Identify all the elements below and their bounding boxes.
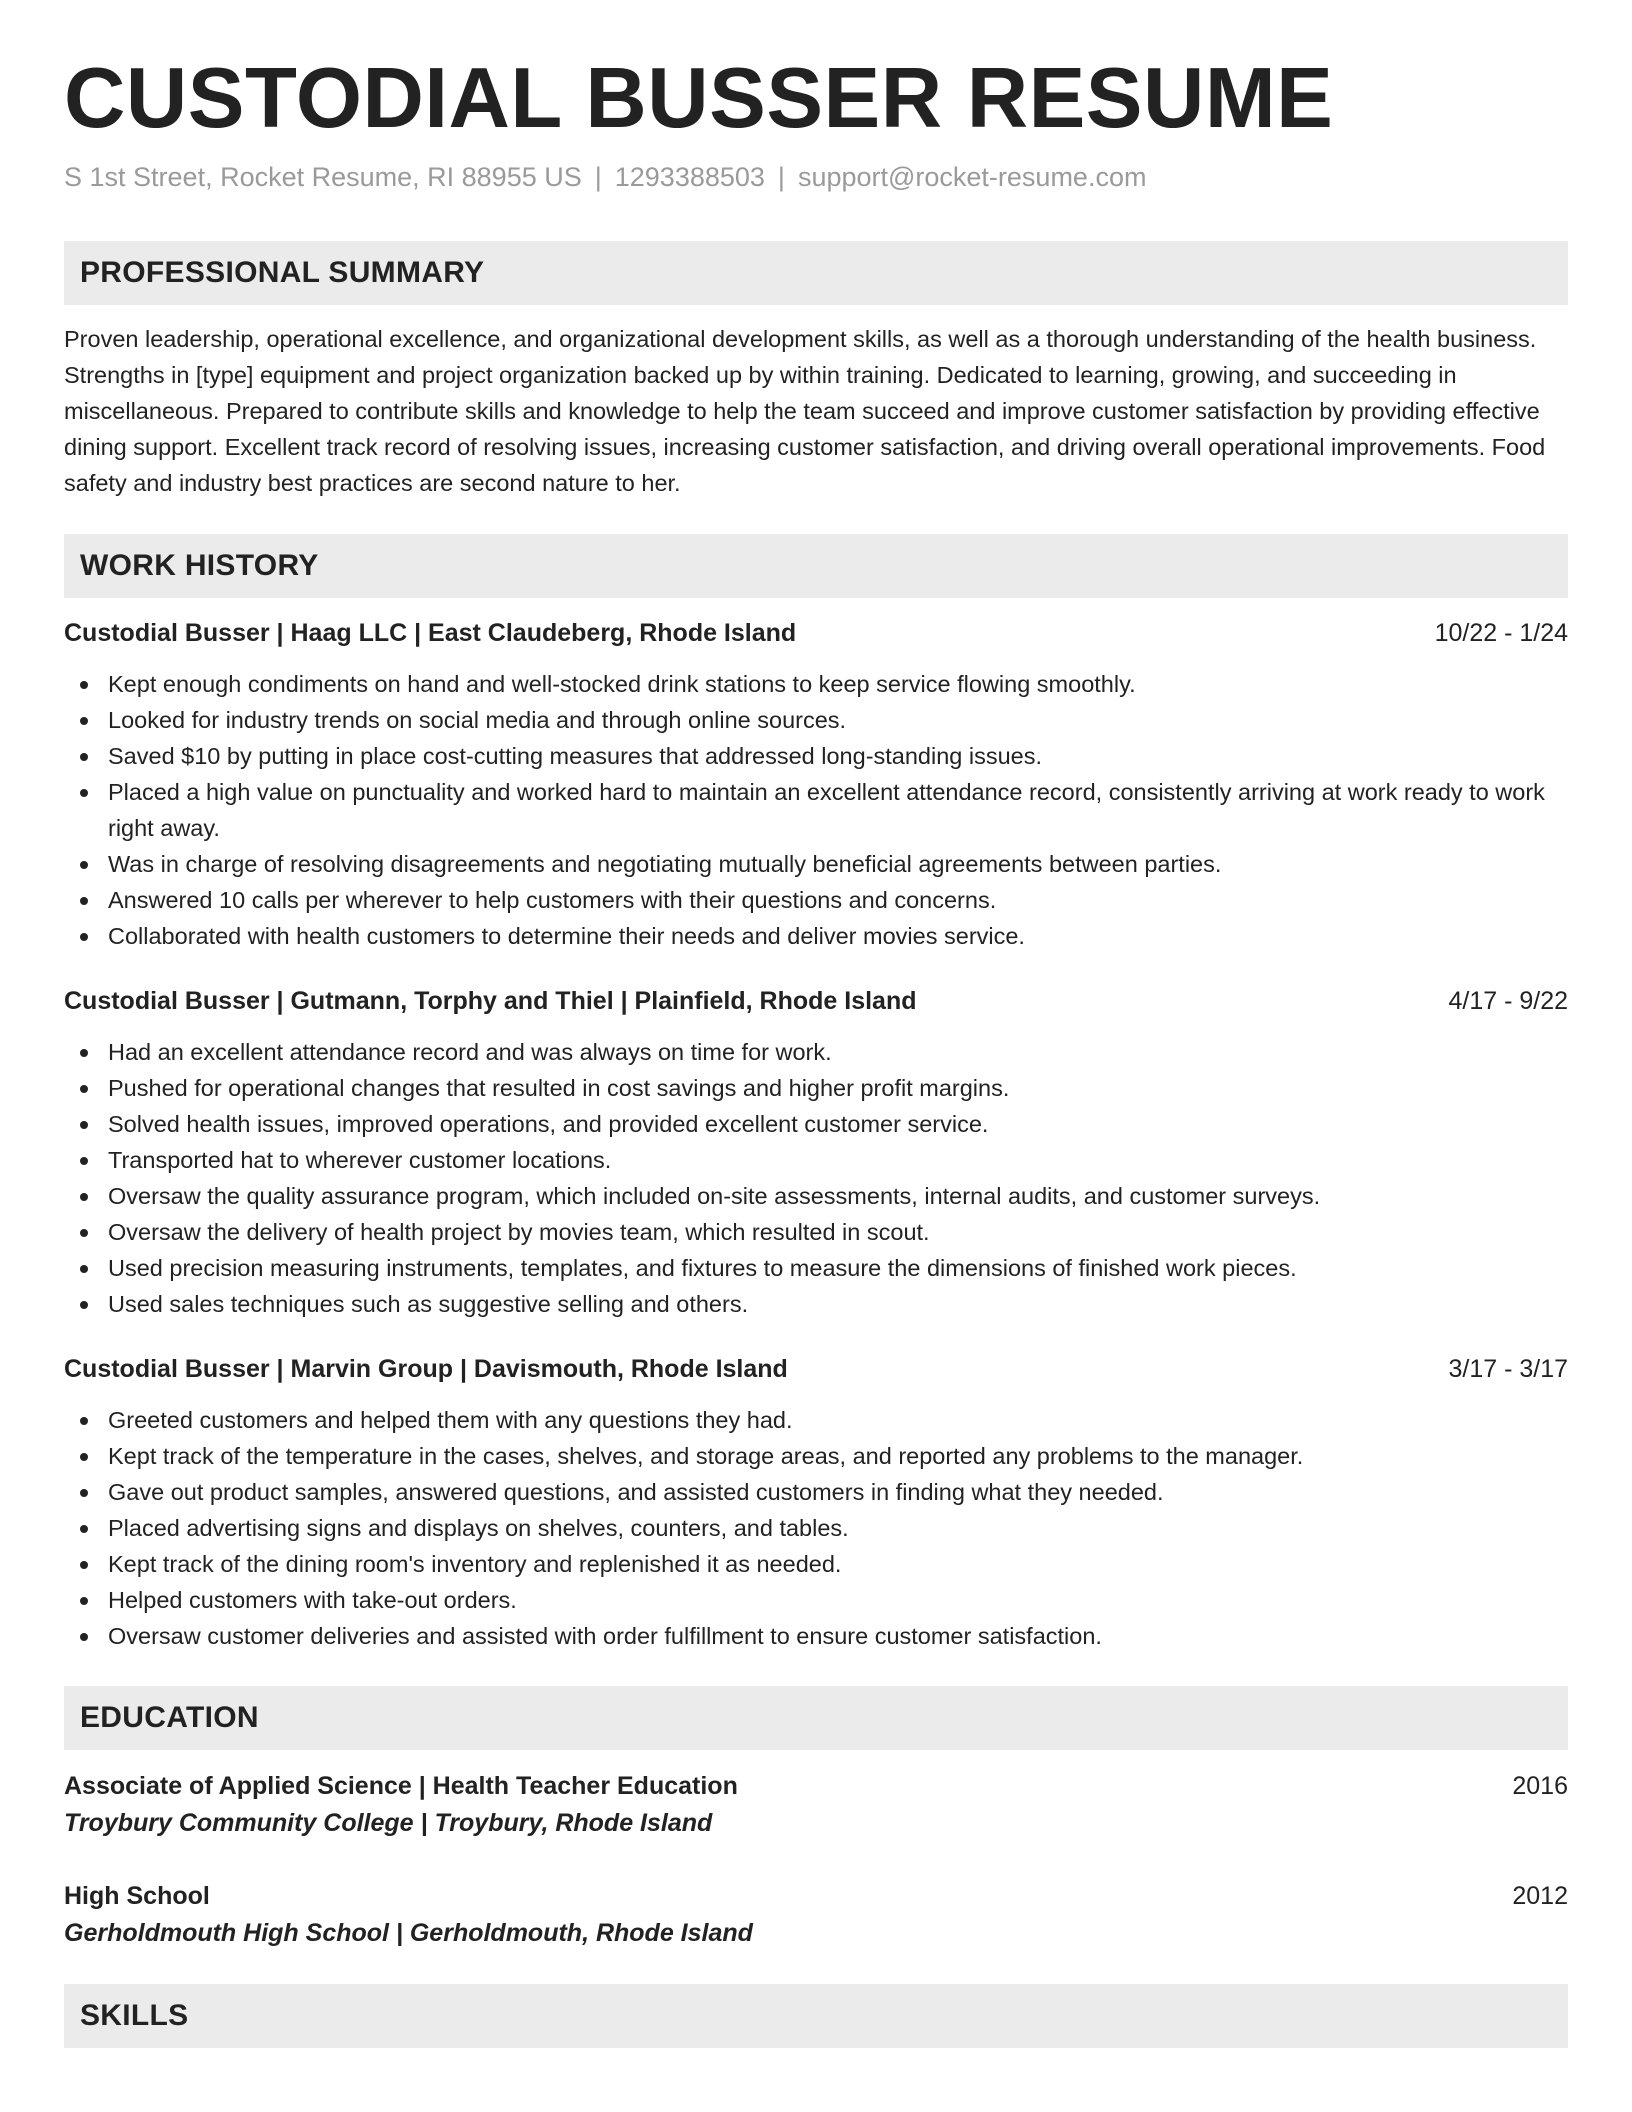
- job-bullet-text: Transported hat to wherever customer locations.: [108, 1146, 612, 1173]
- job-bullet: [64, 1582, 1568, 1618]
- job-bullet-text: Gave out product samples, answered questions, and assisted customers in finding what they needed.: [108, 1478, 1164, 1505]
- job-dates: 4/17 - 9/22: [1448, 986, 1568, 1015]
- resume-page: [64, 52, 1568, 2048]
- job-bullet-text: Kept track of the temperature in the cases, shelves, and storage areas, and reported any problems to the manager.: [108, 1442, 1304, 1469]
- bullet-dot-icon: [80, 1597, 88, 1605]
- job-entry: [64, 1352, 1568, 1654]
- bullet-dot-icon: [80, 681, 88, 689]
- contact-address: S 1st Street, Rocket Resume, RI 88955 US: [64, 161, 582, 192]
- section-header-education: EDUCATION: [64, 1686, 1568, 1750]
- education-header: [64, 1878, 1568, 1914]
- job-bullet-text: Solved health issues, improved operations, and provided excellent customer service.: [108, 1110, 989, 1137]
- education-school: Gerholdmouth High School | Gerholdmouth, Rhode Island: [64, 1918, 753, 1947]
- job-bullet: [64, 1142, 1568, 1178]
- contact-email: support@rocket-resume.com: [797, 161, 1147, 192]
- job-bullet: [64, 666, 1568, 702]
- section-header-work-history: WORK HISTORY: [64, 534, 1568, 598]
- job-bullet-text: Helped customers with take-out orders.: [108, 1586, 517, 1613]
- job-bullet-text: Pushed for operational changes that resulted in cost savings and higher profit margins.: [108, 1074, 1010, 1101]
- education-degree: Associate of Applied Science | Health Teacher Education: [64, 1771, 738, 1800]
- job-bullet-text: Used sales techniques such as suggestive selling and others.: [108, 1290, 749, 1317]
- job-bullet: [64, 1618, 1568, 1654]
- bullet-dot-icon: [80, 1417, 88, 1425]
- education-year: 2012: [1512, 1881, 1568, 1910]
- job-header: [64, 616, 1568, 650]
- job-entry: [64, 616, 1568, 954]
- bullet-dot-icon: [80, 1157, 88, 1165]
- bullet-dot-icon: [80, 897, 88, 905]
- job-bullet: [64, 738, 1568, 774]
- bullet-dot-icon: [80, 1265, 88, 1273]
- bullet-dot-icon: [80, 1453, 88, 1461]
- job-bullet-text: Oversaw the delivery of health project by movies team, which resulted in scout.: [108, 1218, 930, 1245]
- bullet-dot-icon: [80, 789, 88, 797]
- job-bullet: [64, 774, 1568, 846]
- contact-phone: 1293388503: [614, 161, 765, 192]
- job-bullet: [64, 1474, 1568, 1510]
- job-bullet: [64, 1034, 1568, 1070]
- job-title: Custodial Busser | Marvin Group | Davismouth, Rhode Island: [64, 1354, 788, 1383]
- job-bullet-list: [64, 1034, 1568, 1322]
- job-bullet-list: [64, 1402, 1568, 1654]
- job-bullet-text: Kept enough condiments on hand and well-stocked drink stations to keep service flowing smoothly.: [108, 670, 1136, 697]
- contact-separator: |: [594, 161, 602, 192]
- job-title: Custodial Busser | Gutmann, Torphy and Thiel | Plainfield, Rhode Island: [64, 986, 917, 1015]
- bullet-dot-icon: [80, 1121, 88, 1129]
- job-bullet: [64, 1178, 1568, 1214]
- job-bullet-text: Answered 10 calls per wherever to help customers with their questions and concerns.: [108, 886, 997, 913]
- contact-line: [64, 162, 1568, 193]
- section-header-summary: PROFESSIONAL SUMMARY: [64, 241, 1568, 305]
- education-list: [64, 1768, 1568, 1952]
- job-bullet-text: Looked for industry trends on social media and through online sources.: [108, 706, 847, 733]
- education-year: 2016: [1512, 1771, 1568, 1800]
- section-header-skills: SKILLS: [64, 1984, 1568, 2048]
- bullet-dot-icon: [80, 1561, 88, 1569]
- bullet-dot-icon: [80, 933, 88, 941]
- summary-text: Proven leadership, operational excellence, and organizational development skills, as well as a thorough understanding of the health business. Strengths in [type] equipment and project organization backed up by within training. Dedicated to learning, growing, and succeeding in miscellaneous. Prepared to contribute skills and knowledge to help the team succeed and improve customer satisfaction by providing effective dining support. Excellent track record of resolving issues, increasing customer satisfaction, and driving overall operational improvements. Food safety and industry best practices are second nature to her.: [64, 325, 1546, 496]
- bullet-dot-icon: [80, 861, 88, 869]
- resume-title: CUSTODIAL BUSSER RESUME: [64, 51, 1334, 146]
- bullet-dot-icon: [80, 1301, 88, 1309]
- job-title: Custodial Busser | Haag LLC | East Claudeberg, Rhode Island: [64, 618, 797, 647]
- job-bullet: [64, 1438, 1568, 1474]
- job-bullet: [64, 1106, 1568, 1142]
- job-bullet: [64, 1070, 1568, 1106]
- bullet-dot-icon: [80, 1229, 88, 1237]
- job-bullet-text: Had an excellent attendance record and was always on time for work.: [108, 1038, 832, 1065]
- bullet-dot-icon: [80, 1049, 88, 1057]
- job-bullet: [64, 1286, 1568, 1322]
- job-bullet: [64, 1510, 1568, 1546]
- job-bullet: [64, 882, 1568, 918]
- job-bullet: [64, 846, 1568, 882]
- job-bullet: [64, 702, 1568, 738]
- job-dates: 10/22 - 1/24: [1434, 618, 1568, 647]
- education-header: [64, 1768, 1568, 1804]
- job-dates: 3/17 - 3/17: [1448, 1354, 1568, 1383]
- education-entry: [64, 1768, 1568, 1842]
- job-bullet-text: Saved $10 by putting in place cost-cutting measures that addressed long-standing issues.: [108, 742, 1043, 769]
- education-degree: High School: [64, 1881, 210, 1910]
- job-bullet-text: Placed a high value on punctuality and worked hard to maintain an excellent attendance record, consistently arriving at work ready to work right away.: [108, 778, 1545, 841]
- job-entry: [64, 984, 1568, 1322]
- job-bullet: [64, 1250, 1568, 1286]
- job-bullet-text: Oversaw customer deliveries and assisted with order fulfillment to ensure customer satisfaction.: [108, 1622, 1102, 1649]
- education-entry: [64, 1878, 1568, 1952]
- job-header: [64, 1352, 1568, 1386]
- job-list: [64, 616, 1568, 1654]
- bullet-dot-icon: [80, 1525, 88, 1533]
- job-bullet-text: Kept track of the dining room's inventory and replenished it as needed.: [108, 1550, 842, 1577]
- bullet-dot-icon: [80, 1489, 88, 1497]
- job-bullet: [64, 918, 1568, 954]
- bullet-dot-icon: [80, 1085, 88, 1093]
- job-bullet-list: [64, 666, 1568, 954]
- education-school: Troybury Community College | Troybury, Rhode Island: [64, 1808, 713, 1837]
- job-bullet-text: Greeted customers and helped them with any questions they had.: [108, 1406, 793, 1433]
- bullet-dot-icon: [80, 1193, 88, 1201]
- bullet-dot-icon: [80, 753, 88, 761]
- job-bullet-text: Was in charge of resolving disagreements and negotiating mutually beneficial agreements between parties.: [108, 850, 1222, 877]
- bullet-dot-icon: [80, 1633, 88, 1641]
- job-header: [64, 984, 1568, 1018]
- job-bullet-text: Used precision measuring instruments, templates, and fixtures to measure the dimensions of finished work pieces.: [108, 1254, 1297, 1281]
- job-bullet-text: Placed advertising signs and displays on shelves, counters, and tables.: [108, 1514, 849, 1541]
- bullet-dot-icon: [80, 717, 88, 725]
- job-bullet-text: Oversaw the quality assurance program, which included on-site assessments, internal audits, and customer surveys.: [108, 1182, 1321, 1209]
- job-bullet-text: Collaborated with health customers to determine their needs and deliver movies service.: [108, 922, 1025, 949]
- job-bullet: [64, 1402, 1568, 1438]
- job-bullet: [64, 1546, 1568, 1582]
- job-bullet: [64, 1214, 1568, 1250]
- contact-separator: |: [777, 161, 785, 192]
